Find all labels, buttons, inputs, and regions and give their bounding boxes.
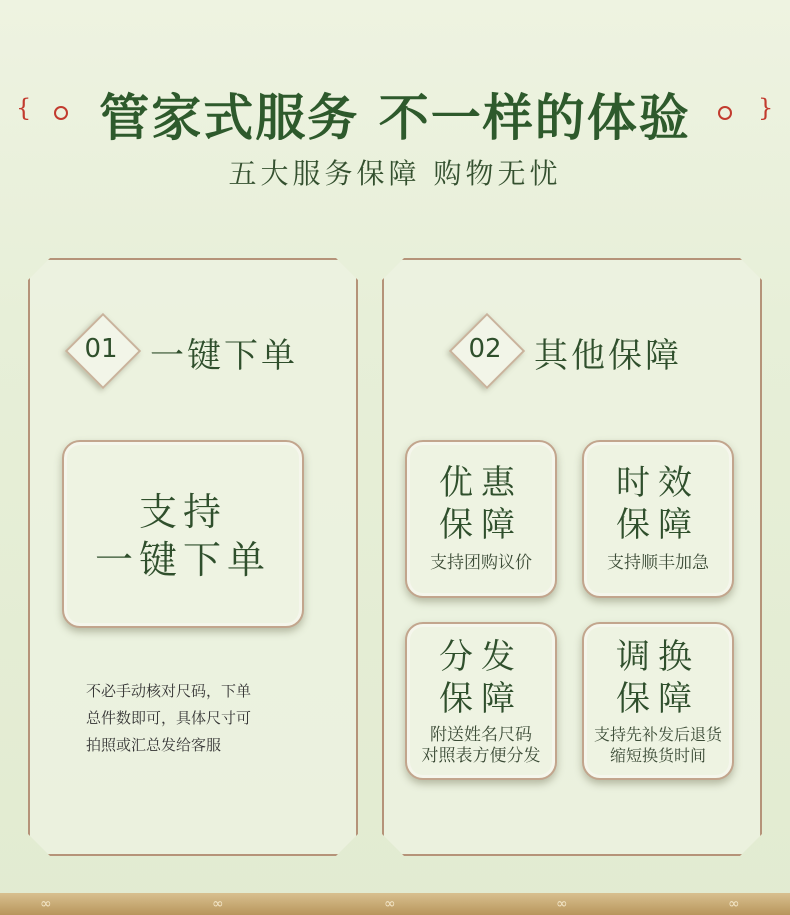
desc-line: 总件数即可，具体尺寸可 bbox=[86, 709, 252, 727]
card-subtitle: 对照表方便分发 bbox=[421, 746, 541, 766]
scroll-ornament-icon: ∞ bbox=[556, 896, 568, 912]
card-subtitle: 支持先补发后退货 bbox=[593, 725, 722, 744]
card-line-1: 支持 bbox=[138, 490, 227, 534]
number-02: 02 bbox=[468, 334, 502, 364]
desc-line: 不必手动核对尺码，下单 bbox=[86, 682, 252, 700]
page-title: 管家式服务 不一样的体验 bbox=[99, 88, 691, 147]
card-title: 保障 bbox=[616, 679, 700, 719]
number-01: 01 bbox=[84, 334, 118, 364]
scroll-ornament-icon: ∞ bbox=[212, 896, 224, 912]
left-brace: { bbox=[16, 94, 32, 122]
card-title: 保障 bbox=[616, 505, 700, 545]
card-title: 保障 bbox=[439, 505, 523, 545]
scroll-ornament-icon: ∞ bbox=[728, 896, 740, 912]
card-title: 调换 bbox=[616, 637, 700, 677]
scroll-ornament-icon: ∞ bbox=[40, 896, 52, 912]
one-click-order-description bbox=[86, 678, 316, 759]
card-subtitle: 支持团购议价 bbox=[430, 553, 532, 573]
other-guarantees-heading: 其他保障 bbox=[534, 336, 682, 376]
card-title: 优惠 bbox=[439, 463, 523, 503]
card-subtitle: 附送姓名尺码 bbox=[430, 725, 532, 745]
desc-line: 拍照或汇总发给客服 bbox=[86, 736, 222, 754]
right-brace: } bbox=[758, 94, 774, 122]
one-click-order-heading: 一键下单 bbox=[150, 336, 298, 376]
card-subtitle: 支持顺丰加急 bbox=[607, 553, 709, 573]
card-title: 时效 bbox=[616, 463, 700, 503]
card-subtitle: 缩短换货时间 bbox=[609, 746, 706, 765]
card-title: 分发 bbox=[439, 637, 523, 677]
page-subtitle: 五大服务保障 购物无忧 bbox=[228, 157, 562, 190]
card-line-2: 一键下单 bbox=[94, 538, 271, 582]
card-title: 保障 bbox=[439, 679, 523, 719]
scroll-ornament-icon: ∞ bbox=[384, 896, 396, 912]
red-dot-right bbox=[718, 106, 732, 120]
